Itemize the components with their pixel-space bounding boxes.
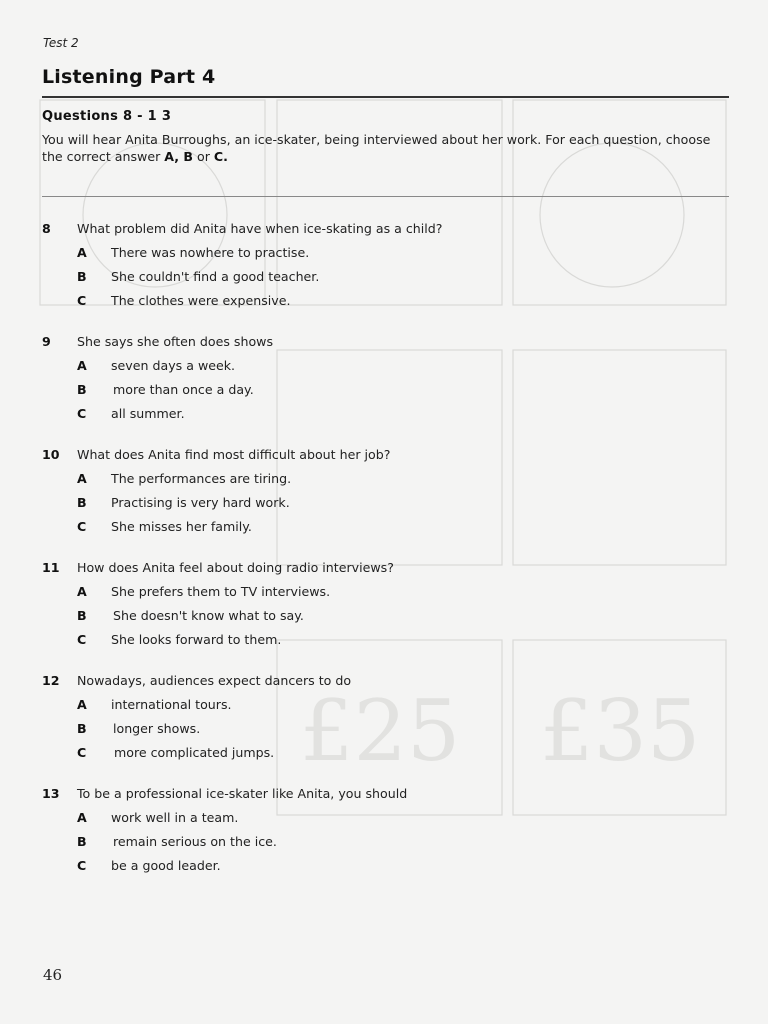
instructions-divider bbox=[42, 196, 729, 197]
question-text: What does Anita find most difficult about her job? bbox=[77, 447, 391, 462]
option-text: She looks forward to them. bbox=[111, 632, 282, 647]
option-letter: A bbox=[77, 358, 87, 373]
option-b[interactable] bbox=[42, 495, 732, 519]
option-c[interactable] bbox=[42, 406, 732, 430]
option-b[interactable] bbox=[42, 382, 732, 406]
option-letter: B bbox=[77, 269, 87, 284]
question-stem bbox=[42, 786, 732, 810]
question-number: 13 bbox=[42, 786, 60, 801]
option-letter: C bbox=[77, 293, 87, 308]
question-number: 12 bbox=[42, 673, 60, 688]
option-c[interactable] bbox=[42, 858, 732, 882]
question-11 bbox=[42, 560, 732, 656]
question-10 bbox=[42, 447, 732, 543]
option-text: be a good leader. bbox=[111, 858, 221, 873]
option-text: The clothes were expensive. bbox=[111, 293, 291, 308]
questions-range-heading: Questions 8 - 1 3 bbox=[42, 109, 172, 124]
option-text: longer shows. bbox=[113, 721, 201, 736]
question-number: 10 bbox=[42, 447, 60, 462]
option-a[interactable] bbox=[42, 245, 732, 269]
test-label: Test 2 bbox=[43, 36, 79, 50]
option-text: seven days a week. bbox=[111, 358, 236, 373]
question-number: 11 bbox=[42, 560, 60, 575]
option-letter: B bbox=[77, 382, 87, 397]
option-b[interactable] bbox=[42, 721, 732, 745]
question-text: How does Anita feel about doing radio interviews? bbox=[77, 560, 394, 575]
option-c[interactable] bbox=[42, 519, 732, 543]
instructions-choice-c: C. bbox=[213, 149, 228, 164]
question-stem bbox=[42, 673, 732, 697]
title-divider bbox=[42, 96, 729, 98]
question-stem bbox=[42, 560, 732, 584]
option-a[interactable] bbox=[42, 697, 732, 721]
page-number: 46 bbox=[43, 966, 63, 984]
option-text: The performances are tiring. bbox=[111, 471, 292, 486]
option-a[interactable] bbox=[42, 358, 732, 382]
option-b[interactable] bbox=[42, 269, 732, 293]
instructions-text: You will hear Anita Burroughs, an ice-skater, being interviewed about her work. For each question, choose the correct answer bbox=[42, 132, 711, 164]
question-number: 9 bbox=[42, 334, 51, 349]
question-8 bbox=[42, 221, 732, 317]
option-text: She doesn't know what to say. bbox=[113, 608, 304, 623]
option-letter: B bbox=[77, 834, 87, 849]
question-text: Nowadays, audiences expect dancers to do bbox=[77, 673, 352, 688]
question-12 bbox=[42, 673, 732, 769]
svg-text:£25: £25 bbox=[300, 682, 461, 780]
option-text: more than once a day. bbox=[113, 382, 254, 397]
option-text: Practising is very hard work. bbox=[111, 495, 290, 510]
question-13 bbox=[42, 786, 732, 882]
instructions-or: or bbox=[193, 149, 214, 164]
option-text: more complicated jumps. bbox=[114, 745, 275, 760]
question-stem bbox=[42, 334, 732, 358]
option-b[interactable] bbox=[42, 608, 732, 632]
option-text: She prefers them to TV interviews. bbox=[111, 584, 331, 599]
option-letter: A bbox=[77, 471, 87, 486]
option-c[interactable] bbox=[42, 293, 732, 317]
option-letter: A bbox=[77, 697, 87, 712]
option-c[interactable] bbox=[42, 745, 732, 769]
option-text: remain serious on the ice. bbox=[113, 834, 277, 849]
option-text: work well in a team. bbox=[111, 810, 239, 825]
option-letter: C bbox=[77, 858, 87, 873]
question-stem bbox=[42, 221, 732, 245]
option-letter: C bbox=[77, 406, 87, 421]
option-c[interactable] bbox=[42, 632, 732, 656]
page-title: Listening Part 4 bbox=[42, 66, 216, 88]
option-text: There was nowhere to practise. bbox=[111, 245, 310, 260]
question-9 bbox=[42, 334, 732, 430]
option-letter: A bbox=[77, 245, 87, 260]
option-letter: A bbox=[77, 810, 87, 825]
option-letter: A bbox=[77, 584, 87, 599]
instructions bbox=[42, 131, 732, 165]
question-number: 8 bbox=[42, 221, 51, 236]
option-b[interactable] bbox=[42, 834, 732, 858]
option-letter: C bbox=[77, 519, 87, 534]
question-text: What problem did Anita have when ice-skating as a child? bbox=[77, 221, 443, 236]
option-text: She misses her family. bbox=[111, 519, 252, 534]
option-letter: B bbox=[77, 721, 87, 736]
option-a[interactable] bbox=[42, 810, 732, 834]
question-text: She says she often does shows bbox=[77, 334, 274, 349]
question-stem bbox=[42, 447, 732, 471]
svg-text:£35: £35 bbox=[540, 682, 701, 780]
option-text: all summer. bbox=[111, 406, 185, 421]
option-text: international tours. bbox=[111, 697, 232, 712]
option-letter: B bbox=[77, 495, 87, 510]
instructions-choice-ab: A, B bbox=[164, 149, 194, 164]
option-a[interactable] bbox=[42, 584, 732, 608]
option-letter: C bbox=[77, 632, 87, 647]
option-letter: C bbox=[77, 745, 87, 760]
question-text: To be a professional ice-skater like Anita, you should bbox=[77, 786, 408, 801]
option-letter: B bbox=[77, 608, 87, 623]
option-a[interactable] bbox=[42, 471, 732, 495]
option-text: She couldn't find a good teacher. bbox=[111, 269, 320, 284]
